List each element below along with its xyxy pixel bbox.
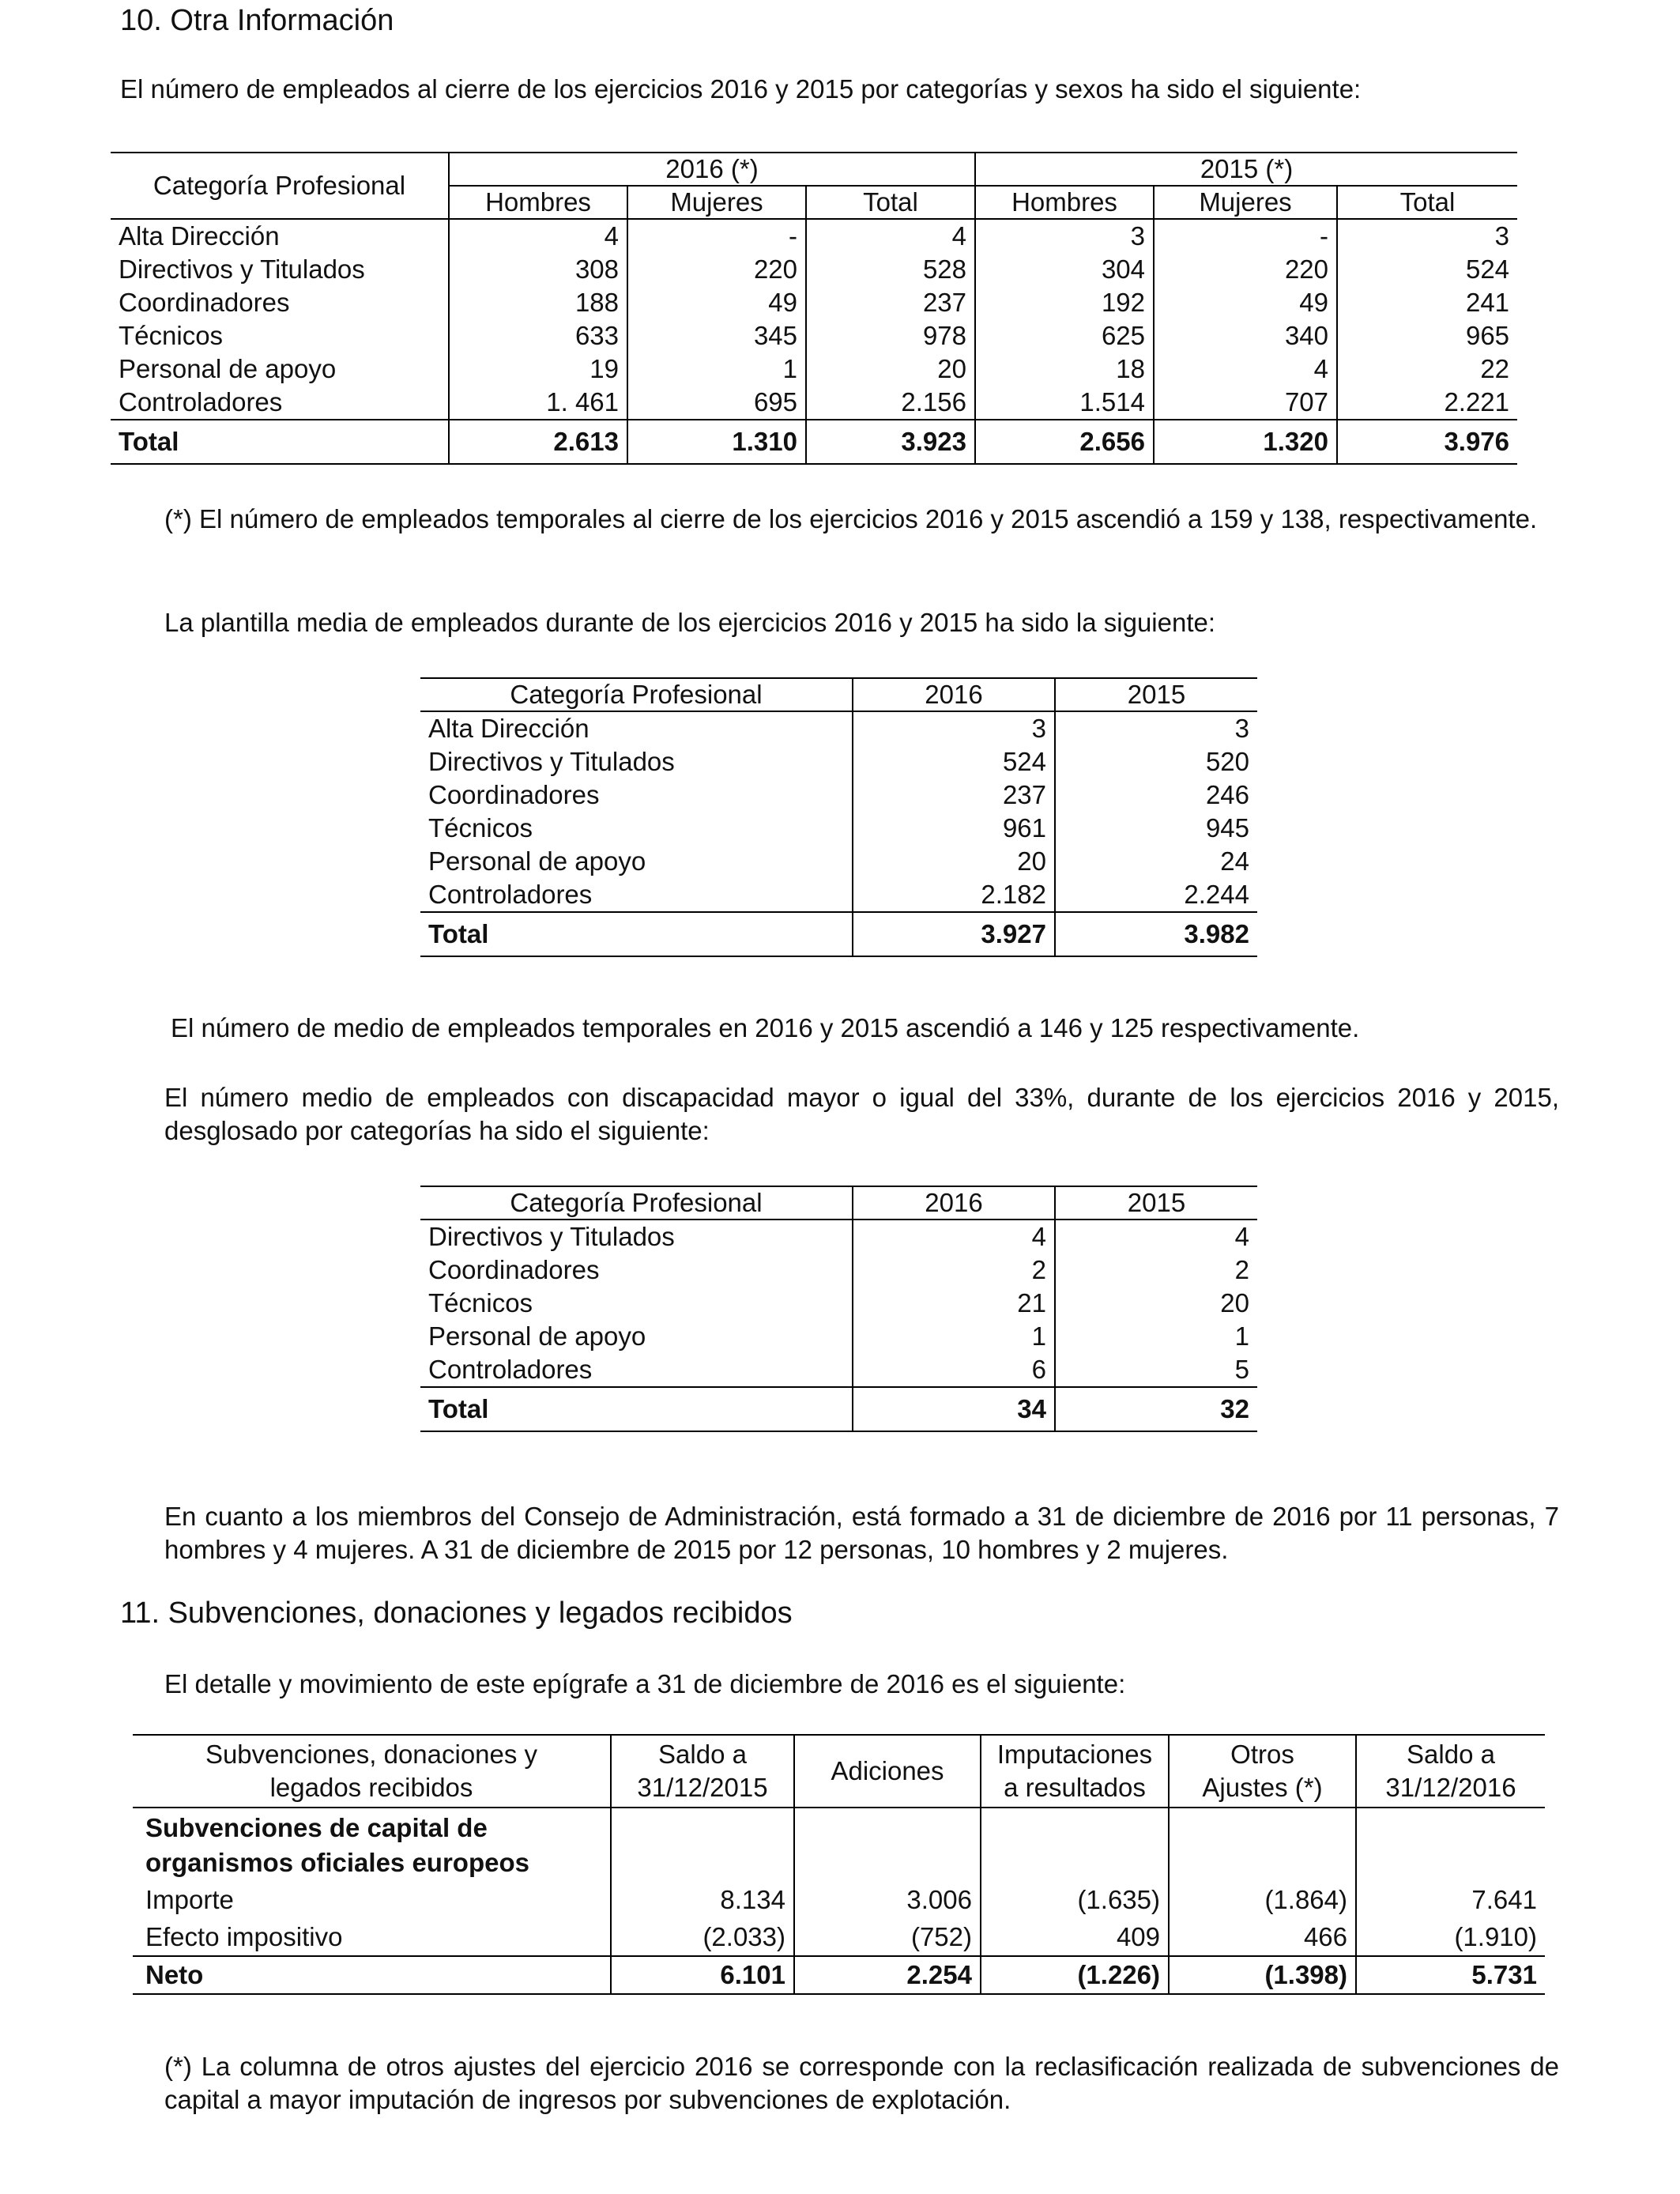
cell: 192 (975, 286, 1154, 319)
group-2015-header: 2015 (*) (975, 153, 1517, 186)
cell: 2.221 (1337, 386, 1517, 420)
note-temporary-employees: (*) El número de empleados temporales al cierre de los ejercicios 2016 y 2015 ascendió a 159 y 138, respectivamente. (164, 504, 1538, 533)
cell: 4 (1055, 1220, 1257, 1253)
table-row (111, 253, 1517, 286)
cell: 21 (853, 1287, 1055, 1320)
table-row (420, 1320, 1257, 1353)
col-header-line: Otros (1230, 1740, 1294, 1769)
row-label: Directivos y Titulados (428, 747, 675, 776)
table-row (420, 812, 1257, 845)
cell: 3.006 (794, 1882, 981, 1918)
cell: 22 (1337, 352, 1517, 386)
cell: 237 (806, 286, 975, 319)
col-header: 2016 (853, 678, 1055, 711)
col-header: Total (1337, 186, 1517, 219)
cell: 3 (1337, 219, 1517, 253)
cell: (1.635) (981, 1882, 1169, 1918)
total-cell: 34 (853, 1387, 1055, 1431)
row-label: Importe (145, 1885, 234, 1914)
grants-table (133, 1734, 1545, 1995)
col-header-line: legados recibidos (269, 1773, 473, 1802)
cell: 978 (806, 319, 975, 352)
note-average-temporary: El número de medio de empleados temporales en 2016 y 2015 ascendió a 146 y 125 respectivamente. (171, 1013, 1360, 1042)
cell: 524 (853, 745, 1055, 778)
row-label: Coordinadores (428, 780, 600, 809)
cell: 2 (853, 1253, 1055, 1287)
cell: 24 (1055, 845, 1257, 878)
col-header-line: 31/12/2015 (637, 1773, 768, 1802)
table-row (111, 352, 1517, 386)
col-category-header: Categoría Profesional (111, 153, 449, 219)
col-header-line: Saldo a (658, 1740, 747, 1769)
cell: 345 (627, 319, 806, 352)
cell: 961 (853, 812, 1055, 845)
table-row (420, 711, 1257, 745)
col-header: 2015 (1055, 678, 1257, 711)
row-label: Controladores (428, 880, 593, 909)
section-11-title: 11. Subvenciones, donaciones y legados recibidos (120, 1596, 793, 1630)
row-label: Efecto impositivo (145, 1921, 343, 1951)
total-cell: (1.226) (981, 1956, 1169, 1994)
col-header-line: Imputaciones (996, 1740, 1153, 1769)
cell: 3 (1055, 711, 1257, 745)
col-header: Categoría Profesional (510, 1188, 763, 1217)
average-staff-table (420, 677, 1257, 957)
col-header-other-adjustments (1169, 1735, 1356, 1808)
table-row (420, 1220, 1257, 1253)
total-cell: (1.398) (1169, 1956, 1356, 1994)
group-2016-header: 2016 (*) (449, 153, 975, 186)
total-cell: 5.731 (1356, 1956, 1545, 1994)
cell: 4 (853, 1220, 1055, 1253)
group-label-line: Subvenciones de capital de (145, 1812, 488, 1842)
cell: 2.182 (853, 878, 1055, 912)
total-cell: 2.254 (794, 1956, 981, 1994)
col-header-line: a resultados (1004, 1773, 1146, 1802)
row-label: Técnicos (428, 813, 533, 843)
col-header-line: 31/12/2016 (1385, 1773, 1516, 1802)
cell: 4 (449, 219, 627, 253)
group-row (133, 1808, 1545, 1882)
col-header: Mujeres (1154, 186, 1337, 219)
row-label: Coordinadores (428, 1255, 600, 1284)
cell: 237 (853, 778, 1055, 812)
row-label: Personal de apoyo (119, 354, 337, 383)
cell: 409 (981, 1918, 1169, 1956)
cell: 241 (1337, 286, 1517, 319)
board-members-paragraph: En cuanto a los miembros del Consejo de Administración, está formado a 31 de diciembre de 2016 por 11 personas, 7 hombres y 4 mujeres. A 31 de diciembre de 2015 por 12 personas, 10 hombres y 2 mujeres. (164, 1502, 1559, 1564)
table-row (111, 386, 1517, 420)
section-10-title: 10. Otra Información (120, 4, 394, 37)
total-cell: 2.656 (975, 420, 1154, 464)
cell: 633 (449, 319, 627, 352)
cell: 220 (627, 253, 806, 286)
cell: 340 (1154, 319, 1337, 352)
total-cell: 6.101 (611, 1956, 794, 1994)
cell: 695 (627, 386, 806, 420)
section-10-intro: El número de empleados al cierre de los ejercicios 2016 y 2015 por categorías y sexos ha sido el siguiente: (120, 74, 1362, 104)
cell: 19 (449, 352, 627, 386)
cell: 520 (1055, 745, 1257, 778)
col-header-line: Ajustes (*) (1202, 1773, 1323, 1802)
table-row (420, 845, 1257, 878)
col-header: Categoría Profesional (510, 680, 763, 709)
col-header: 2016 (853, 1186, 1055, 1220)
cell: 20 (806, 352, 975, 386)
cell: 528 (806, 253, 975, 286)
row-label: Técnicos (428, 1288, 533, 1318)
cell: (2.033) (611, 1918, 794, 1956)
col-header-opening-balance (611, 1735, 794, 1808)
cell: 4 (806, 219, 975, 253)
cell: 304 (975, 253, 1154, 286)
cell: 246 (1055, 778, 1257, 812)
cell: 49 (1154, 286, 1337, 319)
cell: 965 (1337, 319, 1517, 352)
cell: (752) (794, 1918, 981, 1956)
table-row (111, 286, 1517, 319)
group-label-line: organismos oficiales europeos (145, 1847, 529, 1877)
total-cell: 3.923 (806, 420, 975, 464)
row-label: Coordinadores (119, 288, 290, 317)
cell: 220 (1154, 253, 1337, 286)
row-label: Alta Dirección (428, 714, 590, 743)
col-header: Total (806, 186, 975, 219)
cell: (1.864) (1169, 1882, 1356, 1918)
row-label: Directivos y Titulados (428, 1222, 675, 1251)
cell: 188 (449, 286, 627, 319)
cell: 1. 461 (449, 386, 627, 420)
table-row (111, 319, 1517, 352)
disability-intro: El número medio de empleados con discapacidad mayor o igual del 33%, durante de los ejercicios 2016 y 2015, desglosado por categorías ha sido el siguiente: (164, 1083, 1559, 1145)
total-row (420, 1387, 1257, 1431)
row-label: Directivos y Titulados (119, 254, 365, 284)
employees-table (111, 152, 1517, 465)
col-header-line: Adiciones (831, 1756, 944, 1785)
average-staff-intro: La plantilla media de empleados durante de los ejercicios 2016 y 2015 ha sido la siguiente: (164, 608, 1216, 637)
table-row (133, 1882, 1545, 1918)
cell: 6 (853, 1353, 1055, 1387)
total-cell: 1.320 (1154, 420, 1337, 464)
cell: 49 (627, 286, 806, 319)
col-header-imputations (981, 1735, 1169, 1808)
cell: 308 (449, 253, 627, 286)
cell: 707 (1154, 386, 1337, 420)
row-label: Alta Dirección (119, 221, 280, 251)
col-header: Hombres (449, 186, 627, 219)
total-label: Total (428, 1394, 489, 1423)
cell: 3 (975, 219, 1154, 253)
col-header: Hombres (975, 186, 1154, 219)
cell: - (627, 219, 806, 253)
total-label: Neto (145, 1960, 204, 1989)
cell: 7.641 (1356, 1882, 1545, 1918)
total-row (111, 420, 1517, 464)
table-row (420, 878, 1257, 912)
cell: 4 (1154, 352, 1337, 386)
table-row (133, 1918, 1545, 1956)
cell: 945 (1055, 812, 1257, 845)
cell: 8.134 (611, 1882, 794, 1918)
cell: 1 (1055, 1320, 1257, 1353)
col-header-line: Saldo a (1407, 1740, 1495, 1769)
group-label (133, 1808, 611, 1882)
row-label: Técnicos (119, 321, 224, 350)
row-label: Controladores (428, 1355, 593, 1384)
total-cell: 3.927 (853, 912, 1055, 956)
col-header: 2015 (1055, 1186, 1257, 1220)
cell: 625 (975, 319, 1154, 352)
cell: 524 (1337, 253, 1517, 286)
row-label: Controladores (119, 387, 283, 417)
table-row (420, 1353, 1257, 1387)
total-row (420, 912, 1257, 956)
col-header-additions (794, 1735, 981, 1808)
row-label: Personal de apoyo (428, 1321, 646, 1351)
col-header-closing-balance (1356, 1735, 1545, 1808)
total-cell: 32 (1055, 1387, 1257, 1431)
cell: - (1154, 219, 1337, 253)
table-row (420, 778, 1257, 812)
cell: 1.514 (975, 386, 1154, 420)
cell: 2 (1055, 1253, 1257, 1287)
section-11-intro: El detalle y movimiento de este epígrafe a 31 de diciembre de 2016 es el siguiente: (164, 1669, 1126, 1698)
col-header-concept (133, 1735, 611, 1808)
cell: 20 (853, 845, 1055, 878)
cell: 3 (853, 711, 1055, 745)
col-header-line: Subvenciones, donaciones y (205, 1740, 538, 1769)
table-row (111, 219, 1517, 253)
total-cell: 3.976 (1337, 420, 1517, 464)
disability-table (420, 1186, 1257, 1432)
cell: 1 (853, 1320, 1055, 1353)
col-header: Mujeres (627, 186, 806, 219)
cell: 466 (1169, 1918, 1356, 1956)
cell: 20 (1055, 1287, 1257, 1320)
total-label: Total (428, 919, 489, 948)
total-row (133, 1956, 1545, 1994)
table-row (420, 745, 1257, 778)
total-label: Total (119, 427, 179, 456)
cell: 2.156 (806, 386, 975, 420)
row-label: Personal de apoyo (428, 846, 646, 876)
cell: 2.244 (1055, 878, 1257, 912)
table-row (420, 1287, 1257, 1320)
total-cell: 2.613 (449, 420, 627, 464)
table-row (420, 1253, 1257, 1287)
total-cell: 1.310 (627, 420, 806, 464)
cell: 5 (1055, 1353, 1257, 1387)
note-other-adjustments: (*) La columna de otros ajustes del ejercicio 2016 se corresponde con la reclasificación realizada de subvenciones de capital a mayor imputación de ingresos por subvenciones de explotación. (164, 2052, 1559, 2114)
total-cell: 3.982 (1055, 912, 1257, 956)
cell: 1 (627, 352, 806, 386)
cell: (1.910) (1356, 1918, 1545, 1956)
cell: 18 (975, 352, 1154, 386)
